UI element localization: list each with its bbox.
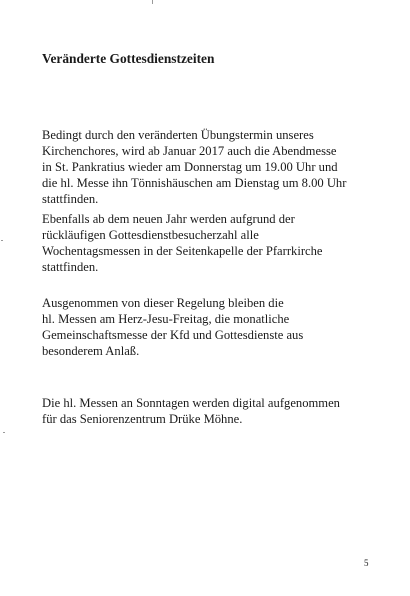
text-line: stattfinden. — [42, 260, 99, 274]
text-line: hl. Messen am Herz-Jesu-Freitag, die monatliche — [42, 312, 290, 326]
paragraph-digital-recording — [42, 395, 382, 427]
page-number: 5 — [364, 558, 369, 568]
text-line: in St. Pankratius wieder am Donnerstag um 19.00 Uhr und — [42, 160, 338, 174]
scan-mark — [1, 240, 3, 241]
text-line: für das Seniorenzentrum Drüke Möhne. — [42, 412, 243, 426]
paragraph-exceptions — [42, 295, 382, 359]
text-line: Bedingt durch den veränderten Übungstermin unseres — [42, 128, 314, 142]
text-line: besonderem Anlaß. — [42, 344, 140, 358]
text-line: die hl. Messe ihn Tönnishäuschen am Dienstag um 8.00 Uhr — [42, 176, 347, 190]
scan-mark — [3, 432, 5, 433]
text-line: Wochentagsmessen in der Seitenkapelle der Pfarrkirche — [42, 244, 323, 258]
paragraph-choir-schedule — [42, 127, 382, 207]
text-line: rückläufigen Gottesdienstbesucherzahl alle — [42, 228, 259, 242]
text-line: Kirchenchores, wird ab Januar 2017 auch die Abendmesse — [42, 144, 337, 158]
text-line: Die hl. Messen an Sonntagen werden digital aufgenommen — [42, 396, 340, 410]
text-line: Ausgenommen von dieser Regelung bleiben die — [42, 296, 284, 310]
text-line: Ebenfalls ab dem neuen Jahr werden aufgrund der — [42, 212, 295, 226]
scan-mark — [152, 0, 153, 4]
text-line: Gemeinschaftsmesse der Kfd und Gottesdienste aus — [42, 328, 304, 342]
page-title: Veränderte Gottesdienstzeiten — [42, 51, 215, 66]
paragraph-weekday-masses — [42, 211, 382, 275]
text-line: stattfinden. — [42, 192, 99, 206]
